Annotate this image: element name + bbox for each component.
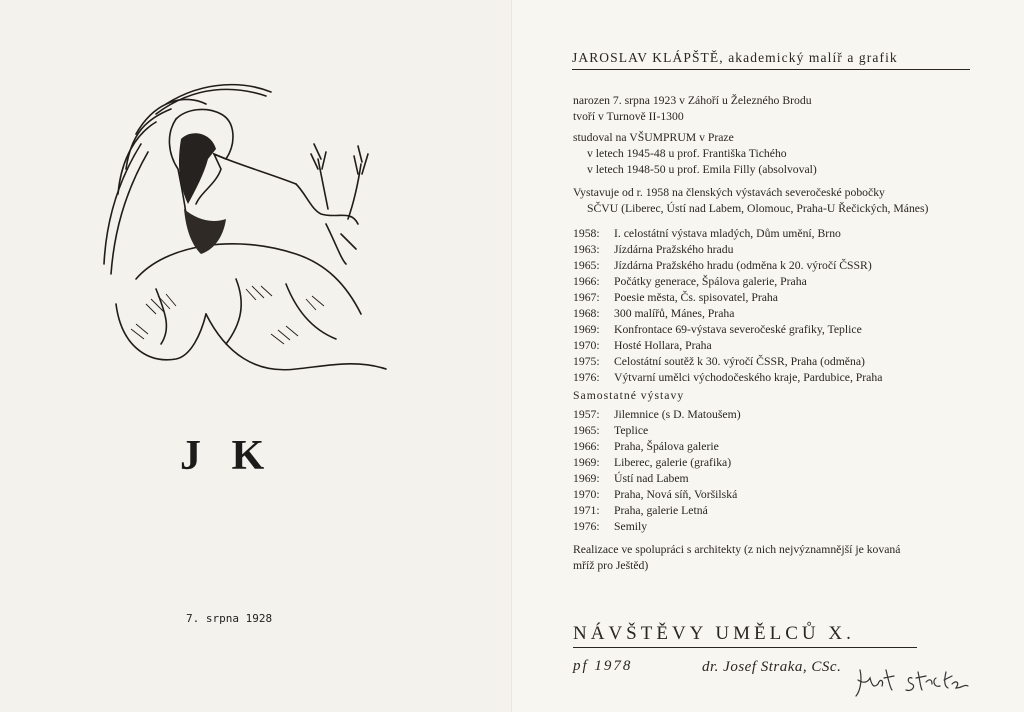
exhibition-text: Ústí nad Labem (614, 472, 689, 485)
exhibition-year: 1966: (573, 440, 600, 453)
exhibition-year: 1970: (573, 339, 600, 352)
exhibition-text: Hosté Hollara, Praha (614, 339, 712, 352)
exhibition-text: I. celostátní výstava mladých, Dům umění, Brno (614, 227, 841, 240)
exhibition-item (573, 354, 882, 370)
exhibition-year: 1957: (573, 408, 600, 421)
series-title: NÁVŠTĚVY UMĚLCŮ X. (573, 623, 917, 648)
exhibition-year: 1958: (573, 227, 600, 240)
study-line: v letech 1948-50 u prof. Emila Filly (absolvoval) (587, 163, 817, 176)
exhibition-item (573, 242, 882, 258)
exhibition-text: Liberec, galerie (grafika) (614, 456, 732, 469)
solo-title: Samostatné výstavy (573, 389, 685, 402)
pf-year: pf 1978 (573, 658, 633, 674)
exhibition-text: Jilemnice (s D. Matoušem) (614, 408, 741, 421)
exhibition-year: 1970: (573, 488, 600, 501)
exhibition-item (573, 322, 882, 338)
ink-drawing-illustration (96, 74, 416, 384)
exhibition-year: 1965: (573, 424, 600, 437)
exhibition-text: Celostátní soutěž k 30. výročí ČSSR, Praha (odměna) (614, 355, 865, 368)
exhibition-year: 1966: (573, 275, 600, 288)
exhibition-item (573, 226, 882, 242)
exhibition-text: Semily (614, 520, 648, 533)
exhibition-year: 1969: (573, 472, 600, 485)
exhibition-item (573, 274, 882, 290)
author-name: dr. Josef Straka, CSc. (702, 659, 842, 675)
exhibition-item (573, 503, 741, 519)
exhibition-year: 1967: (573, 291, 600, 304)
exhibition-text: Poesie města, Čs. spisovatel, Praha (614, 291, 778, 304)
exhibition-text: 300 malířů, Mánes, Praha (614, 307, 735, 320)
exhibition-item (573, 519, 741, 535)
study-block (573, 130, 817, 178)
date-typed: 7. srpna 1928 (186, 612, 273, 625)
exhibition-year: 1969: (573, 456, 600, 469)
exhibition-text: Teplice (614, 424, 649, 437)
handwritten-signature (852, 664, 992, 702)
bio-line: narozen 7. srpna 1923 v Záhoří u Železného Brodu (573, 94, 812, 107)
exhibition-item (573, 455, 741, 471)
intro-line: Vystavuje od r. 1958 na členských výstavách severočeské pobočky (573, 186, 885, 199)
bio-block (573, 93, 812, 125)
bio-line: tvoří v Turnově II-1300 (573, 110, 684, 123)
exhibition-text: Výtvarní umělci východočeského kraje, Pardubice, Praha (614, 371, 883, 384)
exhibition-item (573, 407, 741, 423)
artist-header: JAROSLAV KLÁPŠTĚ, akademický malíř a grafik (572, 50, 970, 70)
group-exhibitions-list (573, 226, 882, 386)
group-exhibitions (573, 226, 882, 386)
exhibits-intro (573, 185, 928, 217)
exhibition-item (573, 439, 741, 455)
realization-line: Realizace ve spolupráci s architekty (z nich nejvýznamnější je kovaná (573, 543, 901, 556)
solo-exhibitions (573, 388, 741, 535)
exhibition-year: 1969: (573, 323, 600, 336)
exhibition-item (573, 487, 741, 503)
exhibition-text: Praha, Nová síň, Voršilská (614, 488, 738, 501)
exhibition-item (573, 370, 882, 386)
exhibition-item (573, 258, 882, 274)
realization-line: mříž pro Ještěd) (573, 559, 649, 572)
study-line: v letech 1945-48 u prof. Františka Tichého (587, 147, 787, 160)
exhibition-year: 1976: (573, 371, 600, 384)
exhibition-year: 1965: (573, 259, 600, 272)
exhibition-item (573, 471, 741, 487)
solo-exhibitions-list (573, 407, 741, 535)
intro-line: SČVU (Liberec, Ústí nad Labem, Olomouc, Praha-U Řečických, Mánes) (587, 202, 929, 215)
exhibition-item (573, 338, 882, 354)
exhibition-item (573, 423, 741, 439)
exhibition-item (573, 290, 882, 306)
exhibition-text: Praha, galerie Letná (614, 504, 708, 517)
exhibition-year: 1963: (573, 243, 600, 256)
exhibition-year: 1971: (573, 504, 600, 517)
exhibition-year: 1975: (573, 355, 600, 368)
monogram: J K (180, 433, 275, 479)
exhibition-text: Praha, Špálova galerie (614, 440, 719, 453)
exhibition-text: Konfrontace 69-výstava severočeské grafiky, Teplice (614, 323, 862, 336)
exhibition-item (573, 306, 882, 322)
study-line: studoval na VŠUMPRUM v Praze (573, 131, 734, 144)
exhibition-text: Jízdárna Pražského hradu (614, 243, 734, 256)
exhibition-text: Jízdárna Pražského hradu (odměna k 20. výročí ČSSR) (614, 259, 872, 272)
exhibition-year: 1968: (573, 307, 600, 320)
right-page (512, 0, 1024, 712)
exhibition-text: Počátky generace, Špálova galerie, Praha (614, 275, 807, 288)
exhibition-year: 1976: (573, 520, 600, 533)
realization-block (573, 542, 900, 574)
